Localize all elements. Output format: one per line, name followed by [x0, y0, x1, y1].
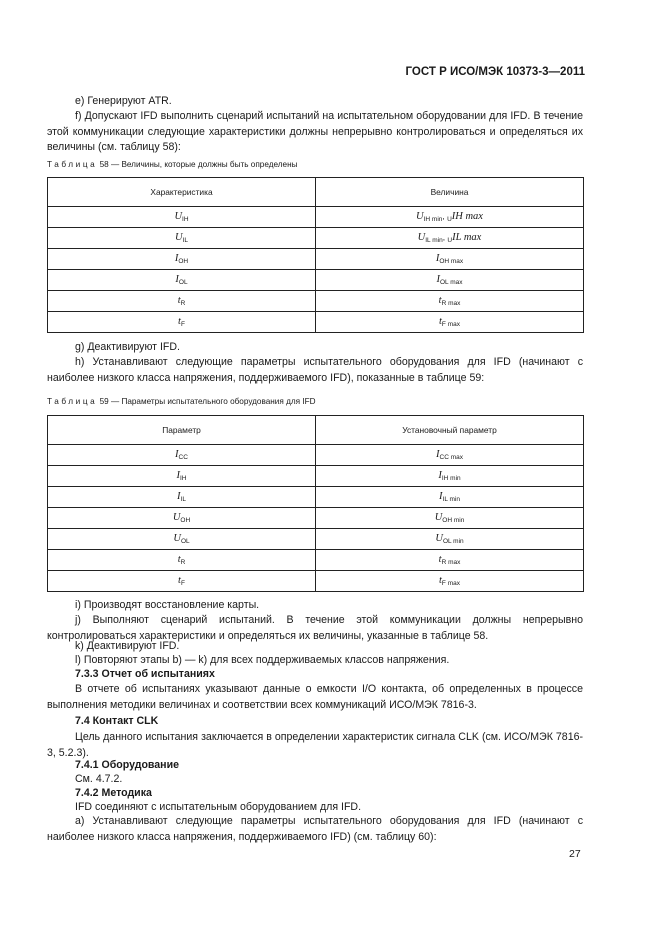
step-g: g) Деактивируют IFD. — [75, 341, 180, 353]
step-i: i) Производят восстановление карты. — [75, 599, 260, 611]
table-58 — [47, 177, 584, 333]
table-row — [48, 228, 584, 249]
caption-text: 59 — Параметры испытательного оборудования для IFD — [99, 397, 316, 406]
section-7-3-3-text: В отчете об испытаниях указывают данные о емкости I/O контакта, об определенных в процессе выполнения методики величинах и соответствии всех коммуникаций ИСО/МЭК 7816-3. — [47, 683, 583, 711]
table-row — [48, 550, 584, 571]
table-cell: $t_{F max}$ — [316, 312, 584, 333]
document-header: ГОСТ Р ИСО/МЭК 10373-3—2011 — [405, 66, 585, 78]
table-cell: $t_F$ — [48, 312, 316, 333]
step-l: l) Повторяют этапы b) — k) для всех поддерживаемых классов напряжения. — [75, 654, 450, 666]
table-58-caption — [47, 160, 298, 169]
table-row — [48, 270, 584, 291]
page-number: 27 — [569, 848, 581, 860]
table-cell: $U_{OL}$ — [48, 529, 316, 550]
table-row — [48, 207, 584, 228]
table-row — [48, 466, 584, 487]
table-header-parameter: Параметр — [48, 416, 316, 445]
table-59-body — [48, 445, 584, 592]
table-header-characteristic: Характеристика — [48, 178, 316, 207]
table-row — [48, 445, 584, 466]
section-7-4-title: 7.4 Контакт CLK — [75, 715, 159, 727]
table-cell: $I_{OL}$ — [48, 270, 316, 291]
section-7-4-text: Цель данного испытания заключается в определении характеристик сигнала CLK (см. ИСО/МЭК 7816-3, 5.2.3). — [47, 731, 583, 759]
table-cell: $t_{R max}$ — [316, 550, 584, 571]
table-row — [48, 571, 584, 592]
table-58-body — [48, 207, 584, 333]
table-cell: $U_{IH}$ — [48, 207, 316, 228]
table-cell: $I_{IL}$ — [48, 487, 316, 508]
table-cell: $U_{IL}$ — [48, 228, 316, 249]
table-cell: $I_{IH min}$ — [316, 466, 584, 487]
step-a: a) Устанавливают следующие параметры испытательного оборудования для IFD (начинают с наиболее низкого класса напряжения, поддерживаемого IFD) (см. таблицу 60): — [47, 815, 583, 843]
table-header-value: Величина — [316, 178, 584, 207]
section-7-4-2-title: 7.4.2 Методика — [75, 787, 152, 799]
section-7-3-3-title: 7.3.3 Отчет об испытаниях — [75, 668, 215, 680]
table-row — [48, 291, 584, 312]
table-cell: $U_{IH min}$, $_U$IH max — [316, 207, 584, 228]
table-cell: $t_R$ — [48, 291, 316, 312]
table-row — [48, 312, 584, 333]
table-cell: $I_{IL min}$ — [316, 487, 584, 508]
caption-text: 58 — Величины, которые должны быть определены — [99, 160, 298, 169]
table-cell: $I_{OL max}$ — [316, 270, 584, 291]
table-cell: $t_{R max}$ — [316, 291, 584, 312]
section-7-4-2-text: IFD соединяют с испытательным оборудованием для IFD. — [75, 801, 362, 813]
table-cell: $I_{OH}$ — [48, 249, 316, 270]
section-7-4-1-title: 7.4.1 Оборудование — [75, 759, 179, 771]
table-59-caption — [47, 397, 316, 406]
table-cell: $t_{F max}$ — [316, 571, 584, 592]
section-7-4-1-text: См. 4.7.2. — [75, 773, 123, 785]
table-cell: $U_{OL min}$ — [316, 529, 584, 550]
table-cell: $I_{IH}$ — [48, 466, 316, 487]
step-h: h) Устанавливают следующие параметры испытательного оборудования для IFD (начинают с наиболее низкого класса напряжения, поддерживаемого IFD), показанные в таблице 59: — [47, 356, 583, 384]
table-59 — [47, 415, 584, 592]
table-cell: $I_{CC max}$ — [316, 445, 584, 466]
table-cell: $U_{IL min}$, $_U$IL max — [316, 228, 584, 249]
table-cell: $t_F$ — [48, 571, 316, 592]
table-header-setting: Установочный параметр — [316, 416, 584, 445]
table-row — [48, 487, 584, 508]
step-f: f) Допускают IFD выполнить сценарий испытаний на испытательном оборудовании для IFD. В течение этой коммуникации следующие характеристики должны непрерывно контролироваться и определяться их величины (см. таблицу 58): — [47, 110, 583, 153]
table-cell: $U_{OH min}$ — [316, 508, 584, 529]
table-cell: $t_R$ — [48, 550, 316, 571]
table-cell: $I_{OH max}$ — [316, 249, 584, 270]
caption-word: Таблица — [47, 397, 98, 406]
table-cell: $I_{CC}$ — [48, 445, 316, 466]
table-row — [48, 508, 584, 529]
step-j: j) Выполняют сценарий испытаний. В течение этой коммуникации должны непрерывно контролироваться характеристики и определяться их величины, указанные в таблице 58. — [47, 614, 583, 642]
caption-word: Таблица — [47, 160, 98, 169]
table-row — [48, 529, 584, 550]
step-e: e) Генерируют ATR. — [75, 95, 172, 107]
table-row — [48, 249, 584, 270]
table-cell: $U_{OH}$ — [48, 508, 316, 529]
step-k: k) Деактивируют IFD. — [75, 640, 180, 652]
